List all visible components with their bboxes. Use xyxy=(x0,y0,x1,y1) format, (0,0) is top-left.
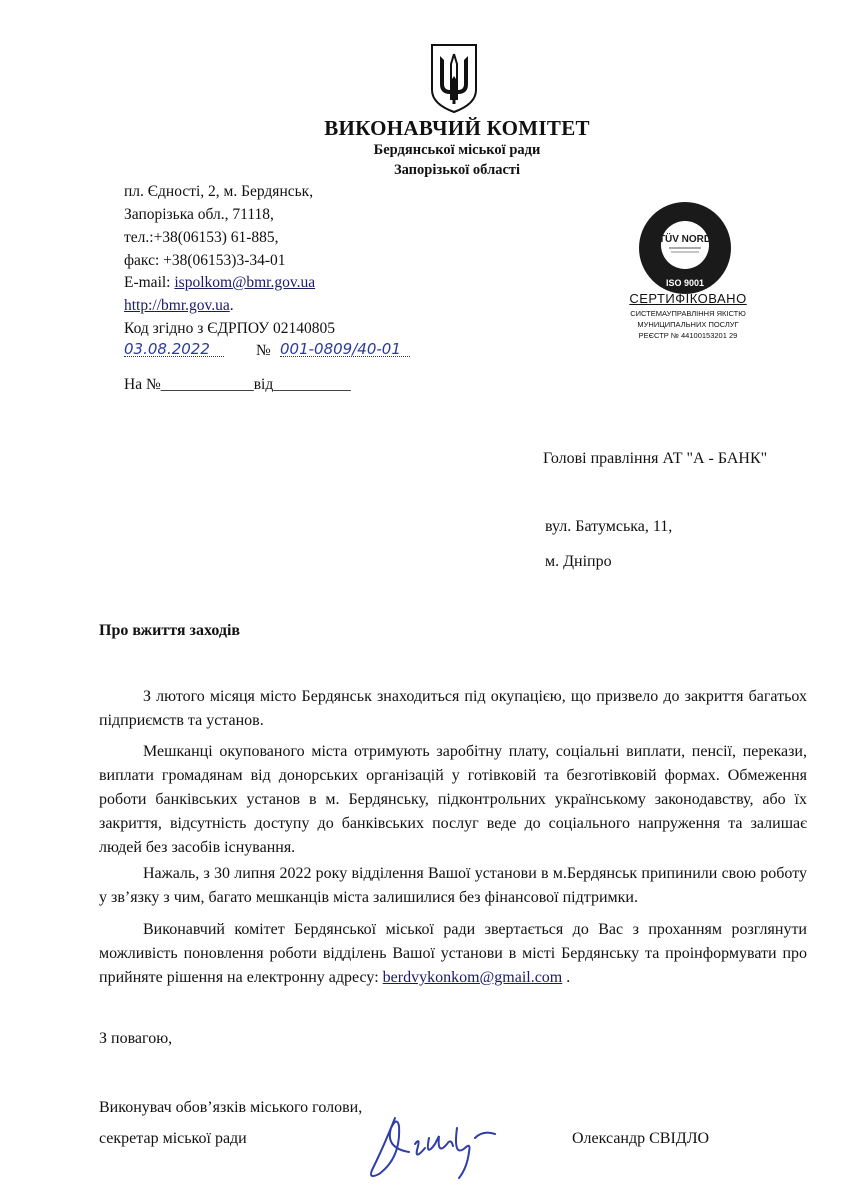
signatory-position-line2: секретар міської ради xyxy=(99,1130,247,1147)
body-paragraph-3: Нажаль, з 30 липня 2022 року відділення Вашої установи в м.Бердянськ припинили свою роботу у зв’язку з чим, багато мешканців міста залишилися без фінансової підтримки. xyxy=(99,865,807,906)
sender-website-line: http://bmr.gov.ua. xyxy=(124,297,234,314)
reply-email-link[interactable]: berdvykonkom@gmail.com xyxy=(382,969,563,986)
body-paragraph-2: Мешканці окупованого міста отримують заробітну плату, соціальні виплати, пенсії, перекази, виплати громадянам від донорських організацій у готівковій та безготівковій формах. Обмеження роботи банківських установ в м. Бердянську, підконтрольних українському законодавству, або їх закриття, відсутність доступу до банківських послуг веде до соціального напруження та залишає людей без засобів існування. xyxy=(99,743,807,856)
outgoing-no-prefix: № xyxy=(256,342,271,359)
cert-line2: МУНИЦИПАЛЬНИХ ПОСЛУГ xyxy=(637,320,739,329)
recipient-title: Голові правління АТ "А - БАНК" xyxy=(543,450,768,467)
number-underline xyxy=(280,356,410,357)
cert-title: СЕРТИФІКОВАНО xyxy=(629,291,747,306)
sender-address-line1: пл. Єдності, 2, м. Бердянськ, xyxy=(124,183,314,200)
cert-line1: СИСТЕМАУПРАВЛІННЯ ЯКІСТЮ xyxy=(630,309,746,318)
sender-address-line2: Запорізька обл., 71118, xyxy=(124,206,274,223)
cert-logo-text-top: TÜV NORD xyxy=(658,234,712,245)
org-council-line: Бердянської міської ради xyxy=(373,142,541,158)
cert-logo-text-bottom: ISO 9001 xyxy=(665,278,705,288)
letter-subject: Про вжиття заходів xyxy=(99,622,241,639)
date-underline xyxy=(124,356,224,357)
sender-edrpou: Код згідно з ЄДРПОУ 02140805 xyxy=(124,320,336,337)
cert-line3: РЕЄСТР № 44100153201 29 xyxy=(638,331,738,340)
sender-phone: тел.:+38(06153) 61-885, xyxy=(124,229,279,246)
handwritten-signature xyxy=(355,1108,525,1186)
outgoing-date: 03.08.2022 xyxy=(124,340,210,358)
tryzub-icon xyxy=(428,42,480,114)
sender-fax: факс: +38(06153)3-34-01 xyxy=(124,252,286,269)
body-paragraph-1: З лютого місяця місто Бердянськ знаходиться під окупацією, що призвело до закриття багатьох підприємств та установ. xyxy=(99,688,807,729)
body-paragraph-4: Виконавчий комітет Бердянської міської ради звертається до Вас з проханням розглянути можливість поновлення роботи відділень Вашої установи в місті Бердянську та проінформувати про прийняте рішення на електронну адресу: berdvykonkom@gmail.com . xyxy=(99,921,807,986)
email-label: E-mail: xyxy=(124,274,175,291)
closing-phrase: З повагою, xyxy=(99,1030,173,1047)
org-title: ВИКОНАВЧИЙ КОМІТЕТ xyxy=(324,116,590,140)
sender-email-line xyxy=(124,272,315,295)
org-region-line: Запорізької області xyxy=(393,162,521,178)
tuv-nord-iso-9001-logo xyxy=(637,200,733,296)
reference-line: На №____________від__________ xyxy=(124,376,351,393)
sender-website-link[interactable]: http://bmr.gov.ua xyxy=(124,297,230,314)
sender-email-link[interactable]: ispolkom@bmr.gov.ua xyxy=(174,274,316,291)
recipient-street: вул. Батумська, 11, xyxy=(545,518,673,535)
signatory-name: Олександр СВІДЛО xyxy=(572,1130,710,1147)
outgoing-number: 001-0809/40-01 xyxy=(280,340,401,358)
recipient-city: м. Дніпро xyxy=(545,553,612,570)
signatory-position-line1: Виконувач обов’язків міського голови, xyxy=(99,1099,363,1116)
